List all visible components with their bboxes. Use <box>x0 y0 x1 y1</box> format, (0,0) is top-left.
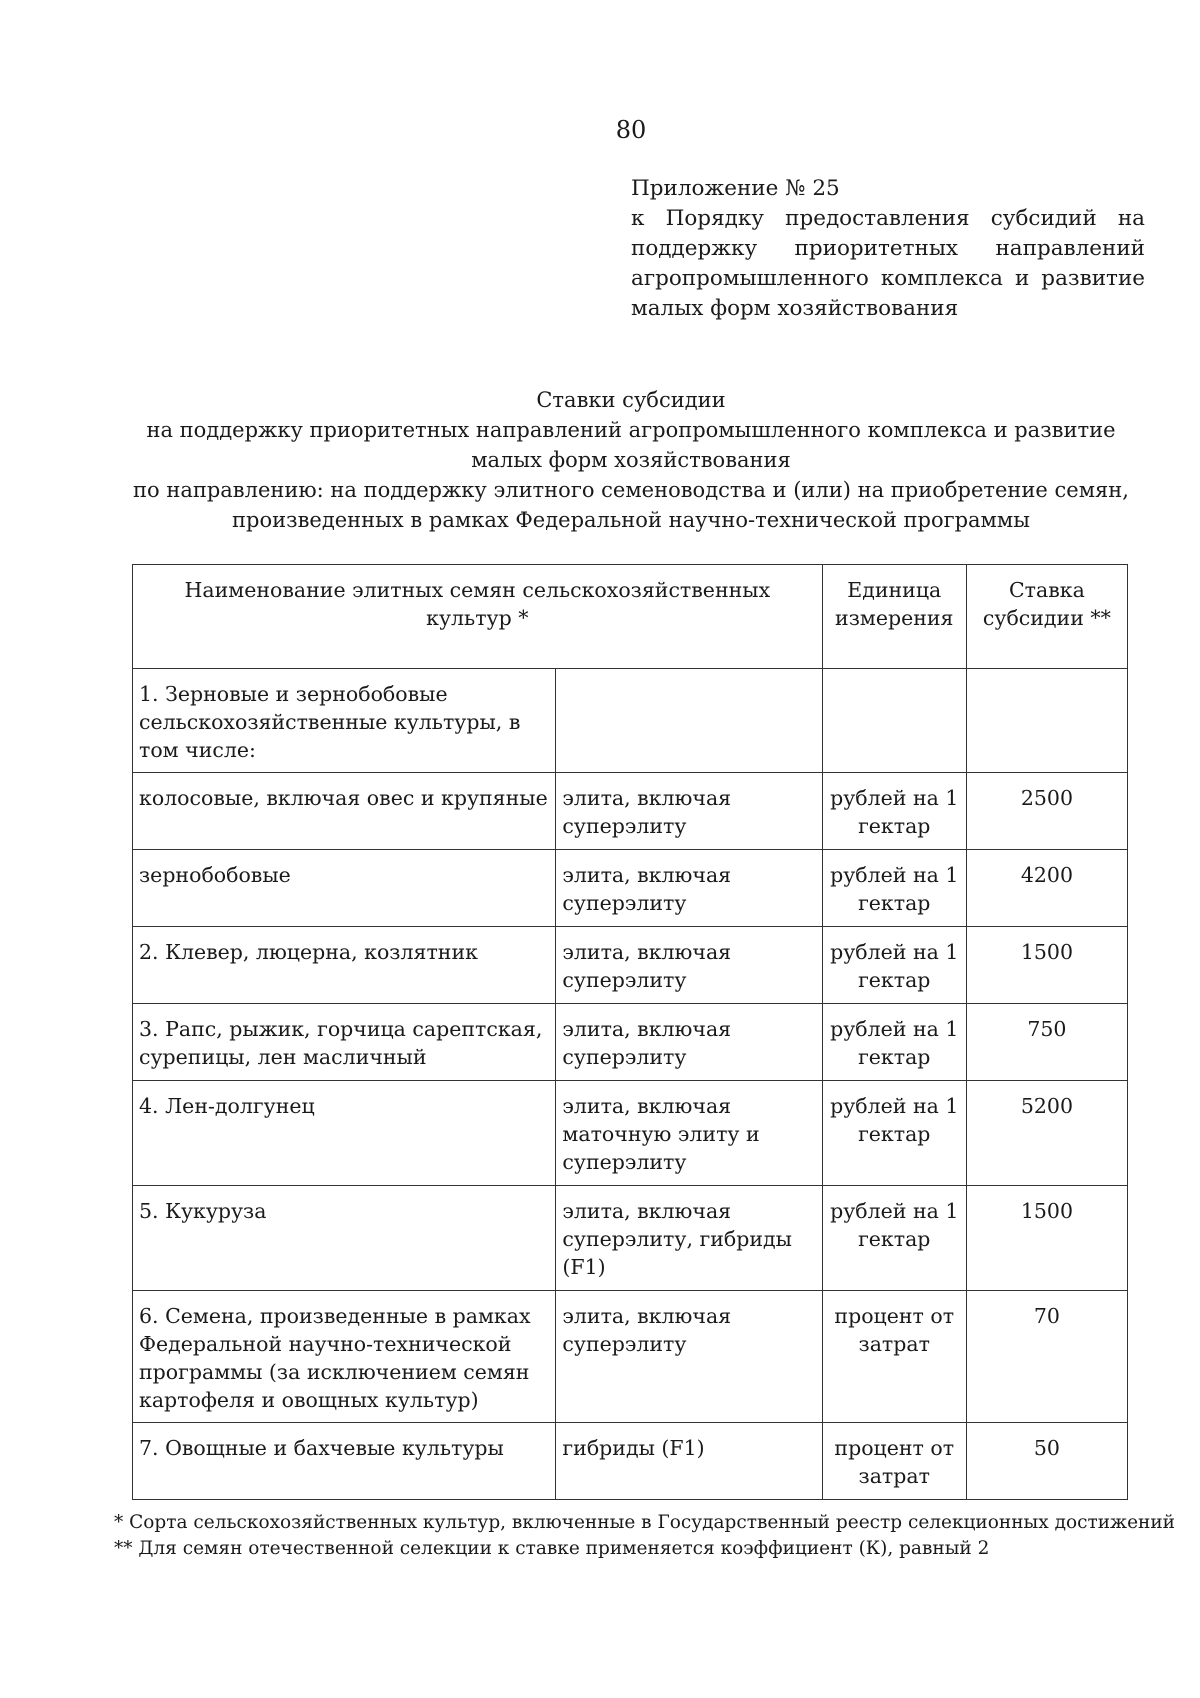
table-row <box>133 669 1128 773</box>
crop-name-cell: 3. Рапс, рыжик, горчица сарептская, сурепицы, лен масличный <box>133 1004 556 1081</box>
table-row <box>133 1423 1128 1500</box>
footnote-2: ** Для семян отечественной селекции к ставке применяется коэффициент (К), равный 2 <box>114 1538 990 1559</box>
appendix-body: к Порядку предоставления субсидий на поддержку приоритетных направлений агропромышленного комплекса и развитие малых форм хозяйствования <box>631 206 1145 321</box>
seed-category-cell: элита, включая суперэлиту <box>556 773 822 850</box>
appendix-block <box>631 174 1145 324</box>
seed-category-cell: элита, включая маточную элиту и суперэлиту <box>556 1081 822 1186</box>
seed-category-cell: элита, включая суперэлиту, гибриды (F1) <box>556 1186 822 1291</box>
table-row <box>133 1291 1128 1423</box>
crop-name-cell: 6. Семена, произведенные в рамках Федеральной научно-технической программы (за исключением семян картофеля и овощных культур) <box>133 1291 556 1423</box>
empty-cell <box>556 669 822 773</box>
heading-line: малых форм хозяйствования <box>471 448 791 472</box>
header-unit: Единица измерения <box>822 565 966 669</box>
table-row <box>133 1081 1128 1186</box>
unit-cell: рублей на 1 гектар <box>822 1004 966 1081</box>
heading-line: на поддержку приоритетных направлений агропромышленного комплекса и развитие <box>146 418 1116 442</box>
crop-name-cell: 7. Овощные и бахчевые культуры <box>133 1423 556 1500</box>
seed-category-cell: элита, включая суперэлиту <box>556 1004 822 1081</box>
heading-line: по направлению: на поддержку элитного семеноводства и (или) на приобретение семян, <box>133 478 1129 502</box>
header-rate: Ставка субсидии ** <box>966 565 1127 669</box>
rate-cell: 50 <box>966 1423 1127 1500</box>
footnote-1: * Сорта сельскохозяйственных культур, включенные в Государственный реестр селекционных достижений <box>114 1512 1176 1533</box>
seed-category-cell: элита, включая суперэлиту <box>556 927 822 1004</box>
seed-category-cell: гибриды (F1) <box>556 1423 822 1500</box>
table-row <box>133 1186 1128 1291</box>
crop-name-cell: 2. Клевер, люцерна, козлятник <box>133 927 556 1004</box>
table-header-row <box>133 565 1128 669</box>
document-heading <box>110 385 1152 535</box>
rate-cell: 750 <box>966 1004 1127 1081</box>
unit-cell: рублей на 1 гектар <box>822 773 966 850</box>
rate-cell: 4200 <box>966 850 1127 927</box>
subsidy-rates-table <box>132 564 1128 1500</box>
heading-line: произведенных в рамках Федеральной научно-технической программы <box>232 508 1030 532</box>
unit-cell: рублей на 1 гектар <box>822 927 966 1004</box>
empty-cell <box>966 669 1127 773</box>
seed-category-cell: элита, включая суперэлиту <box>556 1291 822 1423</box>
empty-cell <box>822 669 966 773</box>
crop-name-cell: 5. Кукуруза <box>133 1186 556 1291</box>
crop-name-cell: зернобобовые <box>133 850 556 927</box>
table-row <box>133 850 1128 927</box>
rate-cell: 2500 <box>966 773 1127 850</box>
seed-category-cell: элита, включая суперэлиту <box>556 850 822 927</box>
crop-name-cell: колосовые, включая овес и крупяные <box>133 773 556 850</box>
unit-cell: процент от затрат <box>822 1291 966 1423</box>
unit-cell: рублей на 1 гектар <box>822 850 966 927</box>
crop-name-cell: 4. Лен-долгунец <box>133 1081 556 1186</box>
table-row <box>133 773 1128 850</box>
appendix-title: Приложение № 25 <box>631 176 840 201</box>
page-number: 80 <box>615 116 647 144</box>
unit-cell: рублей на 1 гектар <box>822 1186 966 1291</box>
table-row <box>133 1004 1128 1081</box>
rate-cell: 1500 <box>966 927 1127 1004</box>
rate-cell: 1500 <box>966 1186 1127 1291</box>
rate-cell: 70 <box>966 1291 1127 1423</box>
rate-cell: 5200 <box>966 1081 1127 1186</box>
unit-cell: процент от затрат <box>822 1423 966 1500</box>
section-name-cell: 1. Зерновые и зернобобовые сельскохозяйственные культуры, в том числе: <box>133 669 556 773</box>
header-name: Наименование элитных семян сельскохозяйственных культур * <box>133 565 823 669</box>
heading-line: Ставки субсидии <box>536 388 726 412</box>
table-row <box>133 927 1128 1004</box>
footnotes <box>114 1510 1184 1562</box>
unit-cell: рублей на 1 гектар <box>822 1081 966 1186</box>
